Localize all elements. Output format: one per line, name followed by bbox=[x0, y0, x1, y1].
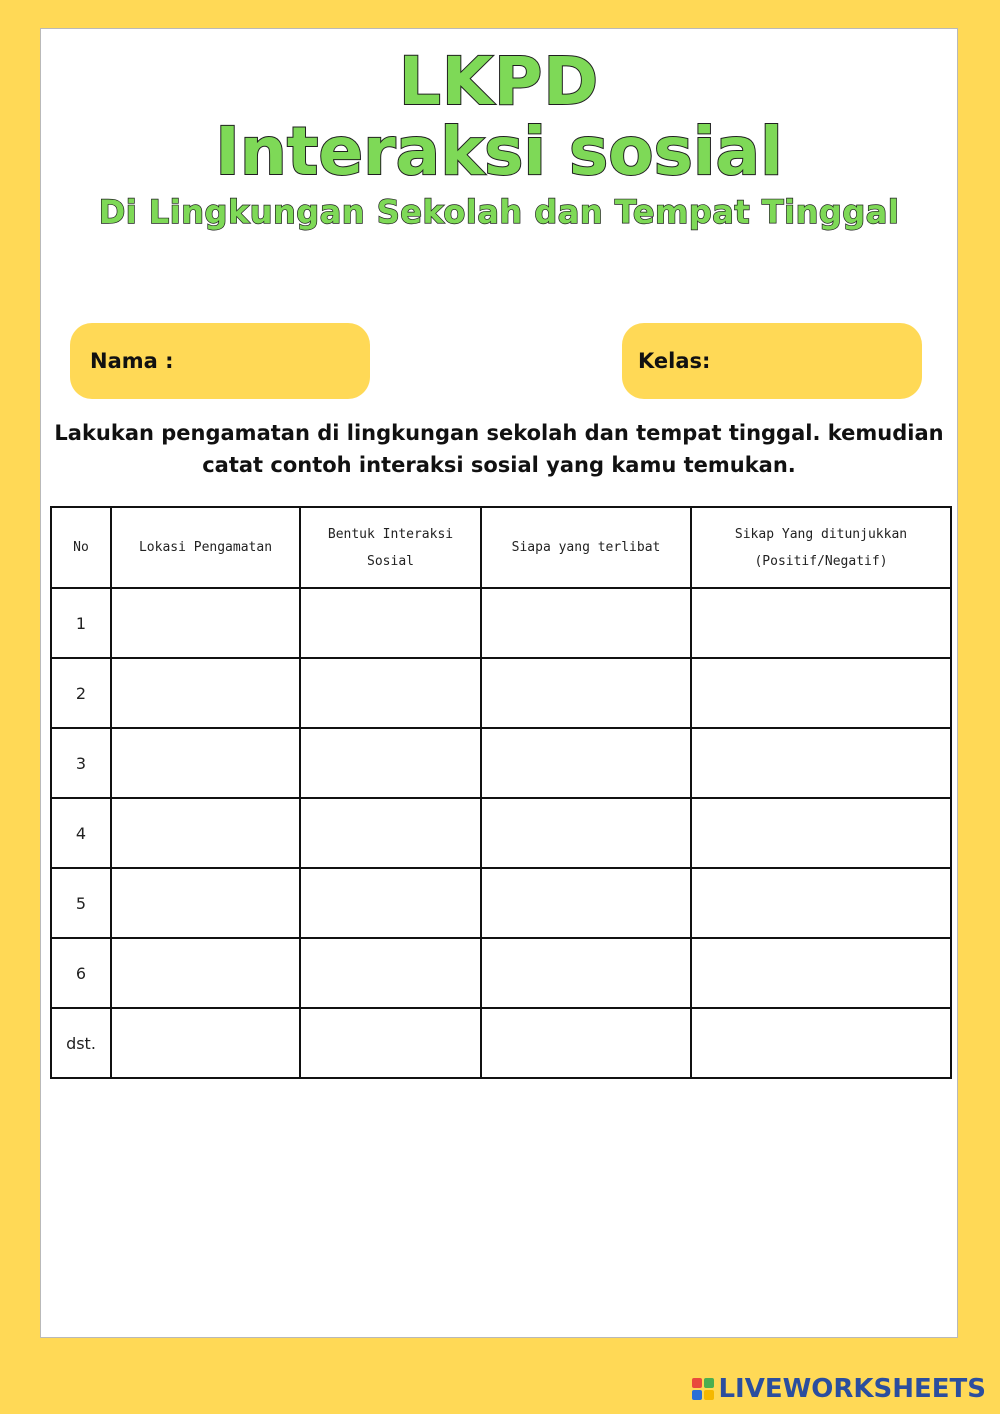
cell-location[interactable] bbox=[111, 868, 300, 938]
row-number: 6 bbox=[51, 938, 111, 1008]
brand-name: LIVEWORKSHEETS bbox=[718, 1374, 986, 1404]
liveworksheets-logo-icon bbox=[692, 1378, 714, 1400]
instruction-text bbox=[41, 417, 957, 481]
cell-form[interactable] bbox=[300, 938, 481, 1008]
table-row bbox=[51, 588, 951, 658]
cell-form[interactable] bbox=[300, 868, 481, 938]
row-number: dst. bbox=[51, 1008, 111, 1078]
cell-location[interactable] bbox=[111, 658, 300, 728]
cell-location[interactable] bbox=[111, 588, 300, 658]
name-field[interactable] bbox=[70, 323, 370, 399]
cell-location[interactable] bbox=[111, 798, 300, 868]
cell-attitude[interactable] bbox=[691, 798, 951, 868]
row-number: 1 bbox=[51, 588, 111, 658]
row-number: 3 bbox=[51, 728, 111, 798]
table-row bbox=[51, 728, 951, 798]
cell-form[interactable] bbox=[300, 588, 481, 658]
header-no: No bbox=[51, 507, 111, 588]
cell-attitude[interactable] bbox=[691, 938, 951, 1008]
header-attitude-line2: (Positif/Negatif) bbox=[754, 553, 888, 569]
observation-table bbox=[50, 506, 952, 1079]
row-number: 4 bbox=[51, 798, 111, 868]
cell-attitude[interactable] bbox=[691, 728, 951, 798]
header-attitude-line1: Sikap Yang ditunjukkan bbox=[734, 526, 908, 542]
header-location: Lokasi Pengamatan bbox=[111, 507, 300, 588]
logo-block bbox=[692, 1390, 702, 1400]
cell-form[interactable] bbox=[300, 728, 481, 798]
row-number: 5 bbox=[51, 868, 111, 938]
table-row bbox=[51, 1008, 951, 1078]
cell-who[interactable] bbox=[481, 938, 691, 1008]
instruction-line-1: Lakukan pengamatan di lingkungan sekolah dan tempat tinggal. kemudian bbox=[54, 421, 944, 445]
liveworksheets-brand[interactable] bbox=[692, 1374, 986, 1404]
name-label: Nama : bbox=[90, 349, 174, 373]
header-form: Bentuk Interaksi Sosial bbox=[300, 507, 481, 588]
table-row bbox=[51, 658, 951, 728]
cell-location[interactable] bbox=[111, 1008, 300, 1078]
cell-attitude[interactable] bbox=[691, 1008, 951, 1078]
worksheet-page bbox=[40, 28, 958, 1338]
row-number: 2 bbox=[51, 658, 111, 728]
title-interaksi-sosial: Interaksi sosial bbox=[215, 113, 783, 190]
logo-block bbox=[704, 1378, 714, 1388]
header-attitude bbox=[691, 507, 951, 588]
header-who: Siapa yang terlibat bbox=[481, 507, 691, 588]
cell-location[interactable] bbox=[111, 728, 300, 798]
cell-attitude[interactable] bbox=[691, 868, 951, 938]
logo-block bbox=[704, 1390, 714, 1400]
instruction-line-2: catat contoh interaksi sosial yang kamu temukan. bbox=[202, 453, 796, 477]
cell-attitude[interactable] bbox=[691, 658, 951, 728]
class-label: Kelas: bbox=[638, 349, 711, 373]
cell-who[interactable] bbox=[481, 588, 691, 658]
table-header-row bbox=[51, 507, 951, 588]
cell-who[interactable] bbox=[481, 658, 691, 728]
table-row bbox=[51, 798, 951, 868]
cell-who[interactable] bbox=[481, 868, 691, 938]
cell-form[interactable] bbox=[300, 658, 481, 728]
table-row bbox=[51, 938, 951, 1008]
cell-location[interactable] bbox=[111, 938, 300, 1008]
cell-form[interactable] bbox=[300, 1008, 481, 1078]
cell-attitude[interactable] bbox=[691, 588, 951, 658]
cell-who[interactable] bbox=[481, 1008, 691, 1078]
cell-who[interactable] bbox=[481, 798, 691, 868]
subtitle-location: Di Lingkungan Sekolah dan Tempat Tinggal bbox=[98, 193, 900, 231]
title-lkpd: LKPD bbox=[398, 43, 600, 120]
logo-block bbox=[692, 1378, 702, 1388]
cell-who[interactable] bbox=[481, 728, 691, 798]
table-row bbox=[51, 868, 951, 938]
cell-form[interactable] bbox=[300, 798, 481, 868]
class-field[interactable] bbox=[622, 323, 922, 399]
